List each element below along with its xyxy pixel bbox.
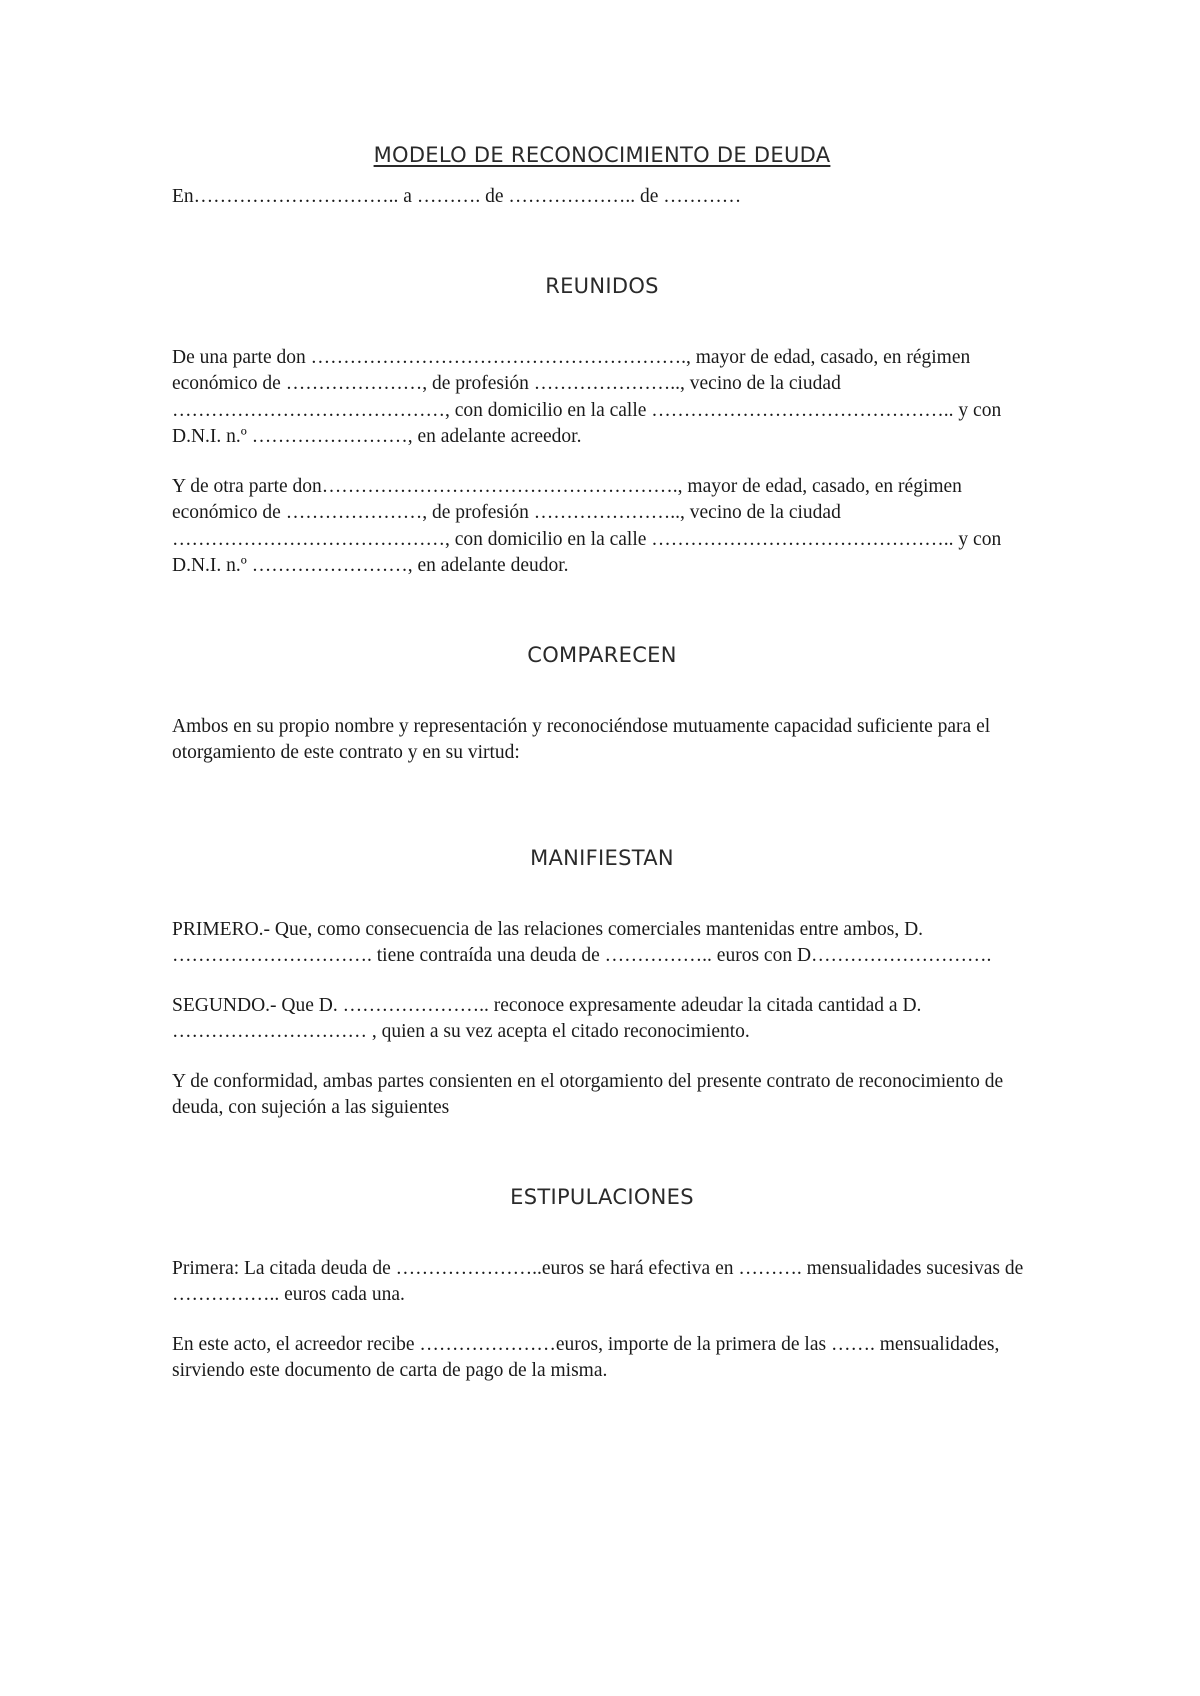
paragraph-primero: PRIMERO.- Que, como consecuencia de las relaciones comerciales mantenidas entre ambos, D. …………………………. tiene contraída una deuda de …………….. euros con D……………………….: [172, 918, 992, 966]
document-body: [172, 138, 1032, 1385]
paragraph-conformidad: Y de conformidad, ambas partes consienten en el otorgamiento del presente contrato de reconocimiento de deuda, con sujeción a las siguientes: [172, 1070, 1004, 1118]
section-heading-comparecen: COMPARECEN: [527, 642, 677, 667]
date-line: En………………………….. a ………. de ……………….. de …………: [172, 186, 742, 207]
paragraph-segundo: SEGUNDO.- Que D. ………………….. reconoce expresamente adeudar la citada cantidad a D. ………………………… , quien a su vez acepta el citado reconocimiento.: [172, 994, 922, 1042]
paragraph-debtor: Y de otra parte don………………………………………………., mayor de edad, casado, en régimen económico de …………………, de profesión ………………….., vecino de la ciudad ……………………………………, con domicilio en la calle ……………………………………….. y con D.N.I. n.º ……………………, en adelante deudor.: [172, 475, 1002, 576]
paragraph-primera-estipulacion: Primera: La citada deuda de …………………..euros se hará efectiva en ………. mensualidades sucesivas de …………….. euros cada una.: [172, 1257, 1024, 1305]
section-heading-estipulaciones: ESTIPULACIONES: [510, 1184, 694, 1209]
section-heading-reunidos: REUNIDOS: [545, 273, 659, 298]
paragraph-creditor: De una parte don …………………………………………………., mayor de edad, casado, en régimen económico de …………………, de profesión ………………….., vecino de la ciudad ……………………………………, con domicilio en la calle ……………………………………….. y con D.N.I. n.º ……………………, en adelante acreedor.: [172, 346, 1002, 447]
paragraph-comparecen: Ambos en su propio nombre y representación y reconociéndose mutuamente capacidad suficiente para el otorgamiento de este contrato y en su virtud:: [172, 715, 991, 763]
paragraph-pago-inicial: En este acto, el acreedor recibe …………………euros, importe de la primera de las ……. mensualidades, sirviendo este documento de carta de pago de la misma.: [172, 1333, 1000, 1381]
document-title: MODELO DE RECONOCIMIENTO DE DEUDA: [373, 143, 831, 167]
section-heading-manifiestan: MANIFIESTAN: [530, 845, 674, 870]
